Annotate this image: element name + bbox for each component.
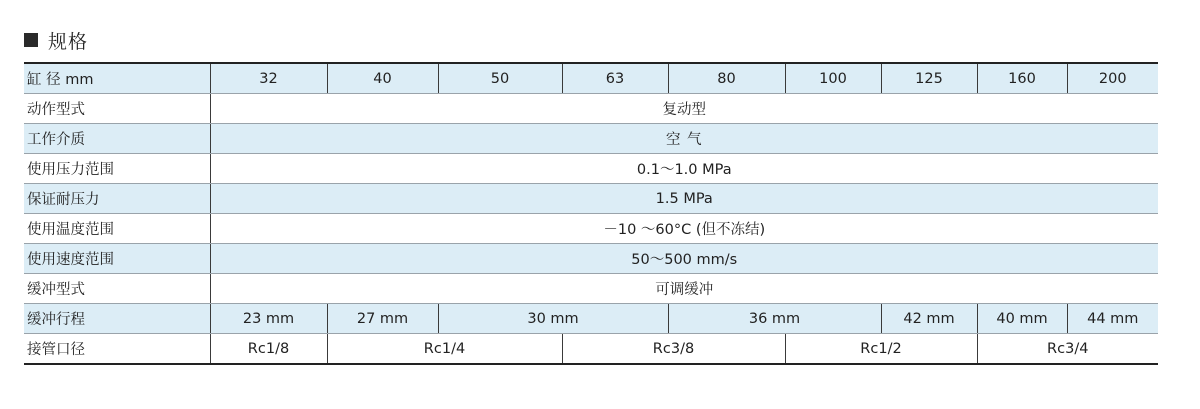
port-size-cell: Rc1/8 bbox=[210, 334, 327, 365]
bore-size-cell: 80 bbox=[668, 63, 785, 94]
medium-value: 空 气 bbox=[210, 124, 1158, 154]
temperature-range-value: －10 ～60°C (但不冻结) bbox=[210, 214, 1158, 244]
cushion-stroke-cell: 36 mm bbox=[668, 304, 881, 334]
action-type-value: 复动型 bbox=[210, 94, 1158, 124]
port-size-cell: Rc1/2 bbox=[785, 334, 977, 365]
cushion-type-row bbox=[24, 274, 1158, 304]
medium-row bbox=[24, 124, 1158, 154]
temperature-range-label: 使用温度范围 bbox=[24, 214, 210, 244]
pressure-range-row bbox=[24, 154, 1158, 184]
cushion-type-value: 可调缓冲 bbox=[210, 274, 1158, 304]
cushion-stroke-cell: 23 mm bbox=[210, 304, 327, 334]
temperature-range-row bbox=[24, 214, 1158, 244]
section-title-text: 规格 bbox=[48, 30, 89, 53]
bore-size-cell: 125 bbox=[881, 63, 977, 94]
action-type-row bbox=[24, 94, 1158, 124]
pressure-range-label: 使用压力范围 bbox=[24, 154, 210, 184]
port-size-cell: Rc1/4 bbox=[327, 334, 562, 365]
port-size-cell: Rc3/8 bbox=[562, 334, 785, 365]
cushion-type-label: 缓冲型式 bbox=[24, 274, 210, 304]
bore-size-cell: 50 bbox=[438, 63, 562, 94]
medium-label: 工作介质 bbox=[24, 124, 210, 154]
speed-range-label: 使用速度范围 bbox=[24, 244, 210, 274]
speed-range-value: 50～500 mm/s bbox=[210, 244, 1158, 274]
cushion-stroke-label: 缓冲行程 bbox=[24, 304, 210, 334]
proof-pressure-row bbox=[24, 184, 1158, 214]
bore-size-label: 缸 径 mm bbox=[24, 63, 210, 94]
bore-size-cell: 200 bbox=[1067, 63, 1158, 94]
proof-pressure-value: 1.5 MPa bbox=[210, 184, 1158, 214]
pressure-range-value: 0.1～1.0 MPa bbox=[210, 154, 1158, 184]
port-size-cell: Rc3/4 bbox=[977, 334, 1158, 365]
port-size-row bbox=[24, 334, 1158, 365]
cushion-stroke-cell: 27 mm bbox=[327, 304, 438, 334]
cushion-stroke-cell: 42 mm bbox=[881, 304, 977, 334]
bore-size-cell: 100 bbox=[785, 63, 881, 94]
action-type-label: 动作型式 bbox=[24, 94, 210, 124]
bore-size-cell: 32 bbox=[210, 63, 327, 94]
speed-range-row bbox=[24, 244, 1158, 274]
port-size-label: 接管口径 bbox=[24, 334, 210, 365]
spec-table bbox=[24, 62, 1158, 365]
bore-size-cell: 160 bbox=[977, 63, 1067, 94]
bore-size-cell: 40 bbox=[327, 63, 438, 94]
cushion-stroke-row bbox=[24, 304, 1158, 334]
bore-size-cell: 63 bbox=[562, 63, 668, 94]
section-title bbox=[24, 28, 88, 52]
cushion-stroke-cell: 30 mm bbox=[438, 304, 668, 334]
cushion-stroke-cell: 44 mm bbox=[1067, 304, 1158, 334]
bore-size-row bbox=[24, 63, 1158, 94]
proof-pressure-label: 保证耐压力 bbox=[24, 184, 210, 214]
square-bullet-icon bbox=[24, 33, 38, 47]
cushion-stroke-cell: 40 mm bbox=[977, 304, 1067, 334]
